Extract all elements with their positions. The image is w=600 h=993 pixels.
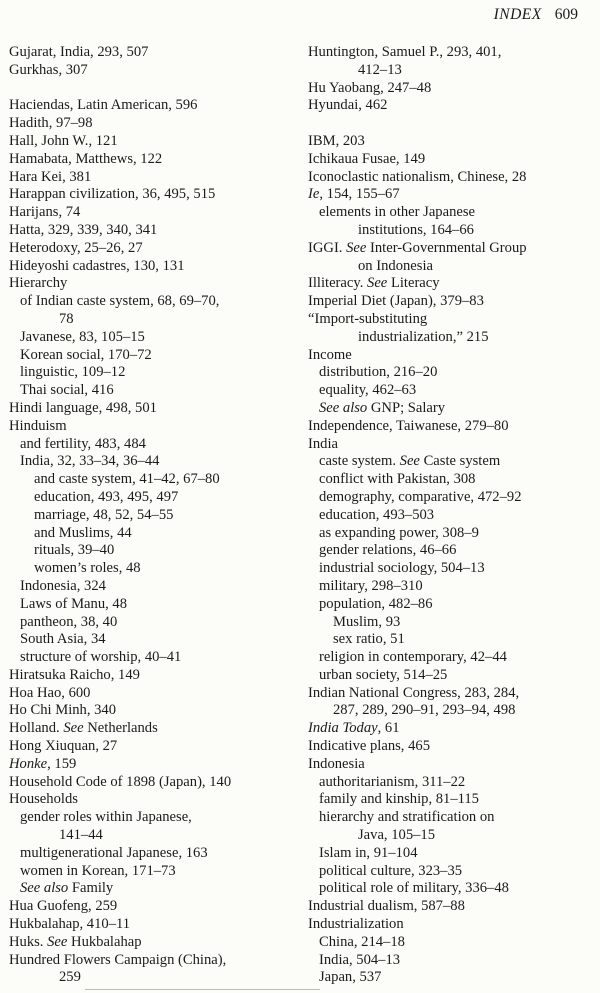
- index-entry-line: women in Korean, 171–73: [20, 862, 176, 879]
- index-entry-line: Gurkhas, 307: [9, 61, 88, 78]
- index-entry-line: Industrialization: [308, 916, 404, 933]
- index-entry-line: Hundred Flowers Campaign (China),: [9, 951, 227, 968]
- index-entry-line: elements in other Japanese: [319, 204, 476, 221]
- index-entry-line: family and kinship, 81–115: [319, 791, 479, 808]
- index-entry-line: Hoa Hao, 600: [9, 684, 91, 701]
- index-entry-line: IBM, 203: [308, 132, 365, 149]
- index-entry-line: Heterodoxy, 25–26, 27: [9, 239, 143, 256]
- index-entry-line: women’s roles, 48: [34, 560, 141, 577]
- index-entry-line: “Import-substituting: [308, 310, 428, 327]
- index-entry-line: Holland. See Netherlands: [9, 720, 158, 737]
- index-entry-line: Hatta, 329, 339, 340, 341: [9, 221, 158, 238]
- index-entry-line: Korean social, 170–72: [20, 346, 152, 363]
- index-entry-line: Laws of Manu, 48: [20, 595, 128, 612]
- index-entry-line: Independence, Taiwanese, 279–80: [308, 417, 509, 434]
- index-entry-line: conflict with Pakistan, 308: [319, 471, 476, 488]
- index-entry-line: and caste system, 41–42, 67–80: [34, 471, 220, 488]
- index-entry-line: equality, 462–63: [319, 382, 417, 399]
- index-entry-line: industrial sociology, 504–13: [319, 560, 485, 577]
- index-entry-line: Hall, John W., 121: [9, 132, 118, 149]
- index-entry-line: Ho Chi Minh, 340: [9, 702, 117, 719]
- index-entry-line: India, 32, 33–34, 36–44: [20, 453, 160, 470]
- index-entry-line: Hinduism: [9, 417, 67, 434]
- index-entry-line: on Indonesia: [358, 257, 433, 274]
- index-entry-line: Hadith, 97–98: [9, 115, 93, 132]
- index-entry-line: multigenerational Japanese, 163: [20, 844, 208, 861]
- index-entry-line: authoritarianism, 311–22: [319, 773, 466, 790]
- index-entry-line: Hierarchy: [9, 275, 68, 292]
- index-entry-line: Hindi language, 498, 501: [9, 399, 157, 416]
- index-entry-line: religion in contemporary, 42–44: [319, 649, 507, 666]
- index-entry-line: demography, comparative, 472–92: [319, 488, 522, 505]
- index-entry-line: Industrial dualism, 587–88: [308, 898, 465, 915]
- index-header-label: INDEX: [493, 6, 542, 23]
- index-entry-line: Hua Guofeng, 259: [9, 898, 118, 915]
- index-entry-line: education, 493–503: [319, 506, 435, 523]
- index-columns: [9, 44, 596, 987]
- index-entry-line: India: [308, 435, 338, 452]
- index-entry-line: gender relations, 46–66: [319, 542, 457, 559]
- index-entry-line: 259: [59, 969, 81, 986]
- index-entry-line: military, 298–310: [319, 577, 423, 594]
- index-entry-line: Harijans, 74: [9, 204, 81, 221]
- index-entry-line: distribution, 216–20: [319, 364, 438, 381]
- index-entry-line: Harappan civilization, 36, 495, 515: [9, 186, 216, 203]
- index-entry-line: Hukbalahap, 410–11: [9, 916, 131, 933]
- index-entry-line: Hara Kei, 381: [9, 168, 92, 185]
- index-entry-line: 78: [59, 310, 74, 327]
- index-entry-line: hierarchy and stratification on: [319, 809, 495, 826]
- index-entry-line: Illiteracy. See Literacy: [308, 275, 440, 292]
- index-entry-line: institutions, 164–66: [358, 221, 474, 238]
- index-entry-line: political role of military, 336–48: [319, 880, 509, 897]
- index-entry-line: India, 504–13: [319, 951, 401, 968]
- index-entry-line: urban society, 514–25: [319, 666, 448, 683]
- index-entry-line: marriage, 48, 52, 54–55: [34, 506, 174, 523]
- index-entry-line: rituals, 39–40: [34, 542, 115, 559]
- index-entry-line: 141–44: [59, 827, 103, 844]
- index-entry-line: Gujarat, India, 293, 507: [9, 44, 149, 60]
- index-entry-line: Indonesia, 324: [20, 577, 106, 594]
- index-entry-line: Indonesia: [308, 755, 365, 772]
- index-entry-line: pantheon, 38, 40: [20, 613, 118, 630]
- index-entry-line: Honke, 159: [9, 755, 77, 772]
- index-entry-line: and fertility, 483, 484: [20, 435, 146, 452]
- index-entry-line: Huks. See Hukbalahap: [9, 933, 142, 950]
- index-entry-line: China, 214–18: [319, 933, 405, 950]
- index-entry-line: IGGI. See Inter-Governmental Group: [308, 239, 527, 256]
- index-entry-line: Indian National Congress, 283, 284,: [308, 684, 520, 701]
- index-entry-line: and Muslims, 44: [34, 524, 132, 541]
- index-entry-line: caste system. See Caste system: [319, 453, 501, 470]
- index-entry-line: Iconoclastic nationalism, Chinese, 28: [308, 168, 527, 185]
- index-entry-line: Islam in, 91–104: [319, 844, 418, 861]
- page-number: 609: [554, 6, 578, 23]
- index-entry-line: Hu Yaobang, 247–48: [308, 79, 432, 96]
- index-entry-line: Households: [9, 791, 78, 808]
- index-entry-line: See also GNP; Salary: [319, 399, 446, 416]
- index-entry-line: as expanding power, 308–9: [319, 524, 479, 541]
- index-entry-line: industrialization,” 215: [358, 328, 489, 345]
- index-entry-line: Hamabata, Matthews, 122: [9, 150, 163, 167]
- index-entry-line: 412–13: [358, 61, 402, 78]
- index-entry-line: Imperial Diet (Japan), 379–83: [308, 293, 484, 310]
- index-entry-line: Huntington, Samuel P., 293, 401,: [308, 44, 502, 60]
- index-entry-line: Indicative plans, 465: [308, 738, 430, 755]
- index-entry-line: India Today, 61: [308, 720, 400, 737]
- index-entry-line: Hiratsuka Raicho, 149: [9, 666, 140, 683]
- index-entry-line: structure of worship, 40–41: [20, 649, 182, 666]
- index-entry-line: Javanese, 83, 105–15: [20, 328, 145, 345]
- index-entry-line: education, 493, 495, 497: [34, 488, 179, 505]
- index-entry-line: Japan, 537: [319, 969, 382, 986]
- index-entry-line: linguistic, 109–12: [20, 364, 126, 381]
- index-entry-line: Muslim, 93: [333, 613, 401, 630]
- index-entry-line: Ie, 154, 155–67: [308, 186, 400, 203]
- index-entry-line: of Indian caste system, 68, 69–70,: [20, 293, 220, 310]
- index-entry-line: sex ratio, 51: [333, 631, 405, 648]
- index-entry-line: See also Family: [20, 880, 114, 897]
- index-entry-line: South Asia, 34: [20, 631, 106, 648]
- scan-edge-artifact: [85, 989, 320, 990]
- index-entry-line: Hong Xiuquan, 27: [9, 738, 118, 755]
- index-column-right: [308, 44, 596, 987]
- index-entry-line: Household Code of 1898 (Japan), 140: [9, 773, 232, 790]
- index-entry-line: population, 482–86: [319, 595, 433, 612]
- index-entry-line: Ichikaua Fusae, 149: [308, 150, 426, 167]
- index-entry-line: 287, 289, 290–91, 293–94, 498: [333, 702, 516, 719]
- index-entry-line: political culture, 323–35: [319, 862, 463, 879]
- index-entry-line: Haciendas, Latin American, 596: [9, 97, 198, 114]
- section-gap: [308, 115, 596, 133]
- index-entry-line: Java, 105–15: [358, 827, 436, 844]
- section-gap: [9, 80, 308, 98]
- page-header: [494, 6, 578, 24]
- index-entry-line: Income: [308, 346, 352, 363]
- index-entry-line: Hideyoshi cadastres, 130, 131: [9, 257, 185, 274]
- index-entry-line: Thai social, 416: [20, 382, 114, 399]
- index-entry-line: gender roles within Japanese,: [20, 809, 192, 826]
- index-entry-line: Hyundai, 462: [308, 97, 388, 114]
- index-column-left: [9, 44, 308, 987]
